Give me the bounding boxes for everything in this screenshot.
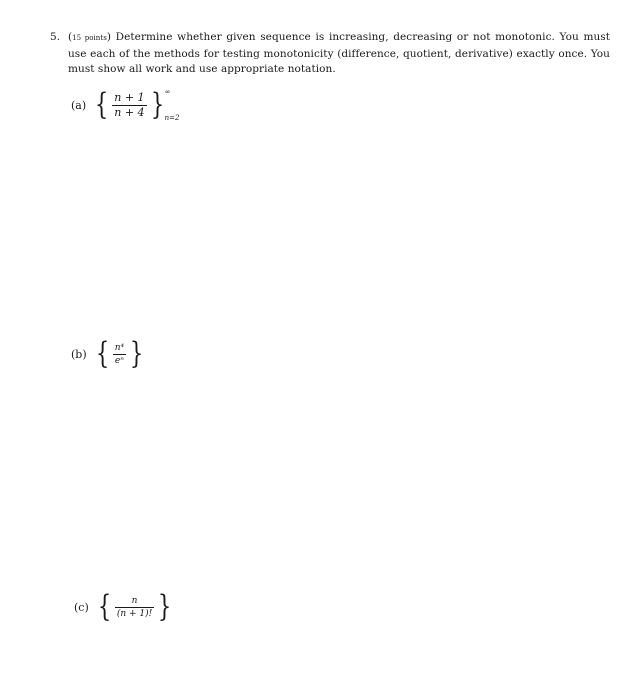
right-brace: } <box>129 336 144 371</box>
right-brace: } <box>158 589 172 624</box>
part-a-fraction <box>112 92 146 119</box>
part-a-upper-limit: ∞ <box>164 88 171 96</box>
left-brace: { <box>97 589 111 624</box>
part-b <box>71 336 146 371</box>
part-a-limits <box>165 88 180 122</box>
part-c-numerator: n <box>131 595 138 606</box>
part-b-label: (b) <box>71 347 87 361</box>
part-c <box>74 589 174 624</box>
problem-statement: (15 points) Determine whether given sequence is increasing, decreasing or not monotonic. You must use each of the methods for testing monotonicity (difference, quotient, derivative) exactly once. You must show all work and use appropriate notation. <box>68 31 610 75</box>
part-a-lower-limit: n=2 <box>164 114 180 122</box>
left-brace: { <box>95 336 109 371</box>
problem-5 <box>50 30 610 78</box>
part-b-denominator: eⁿ <box>114 355 124 366</box>
part-b-fraction <box>113 343 126 366</box>
part-c-label: (c) <box>74 600 89 614</box>
right-brace: } <box>150 87 164 122</box>
problem-number: 5. <box>50 31 61 43</box>
part-c-fraction <box>115 596 154 619</box>
part-c-denominator: (n + 1)! <box>116 608 153 619</box>
part-b-numerator: n⁴ <box>114 342 125 353</box>
left-brace: { <box>95 87 109 122</box>
part-a-numerator: n + 1 <box>114 90 145 104</box>
points-label: 15 points <box>72 34 107 42</box>
part-a <box>71 88 179 122</box>
part-a-label: (a) <box>71 98 87 112</box>
part-a-denominator: n + 4 <box>114 105 145 119</box>
problem-instructions: Determine whether given sequence is increasing, decreasing or not monotonic. You must use each of the methods for testing monotonicity (difference, quotient, derivative) exactly once. You must show all work and use appropriate notation. <box>68 31 610 75</box>
